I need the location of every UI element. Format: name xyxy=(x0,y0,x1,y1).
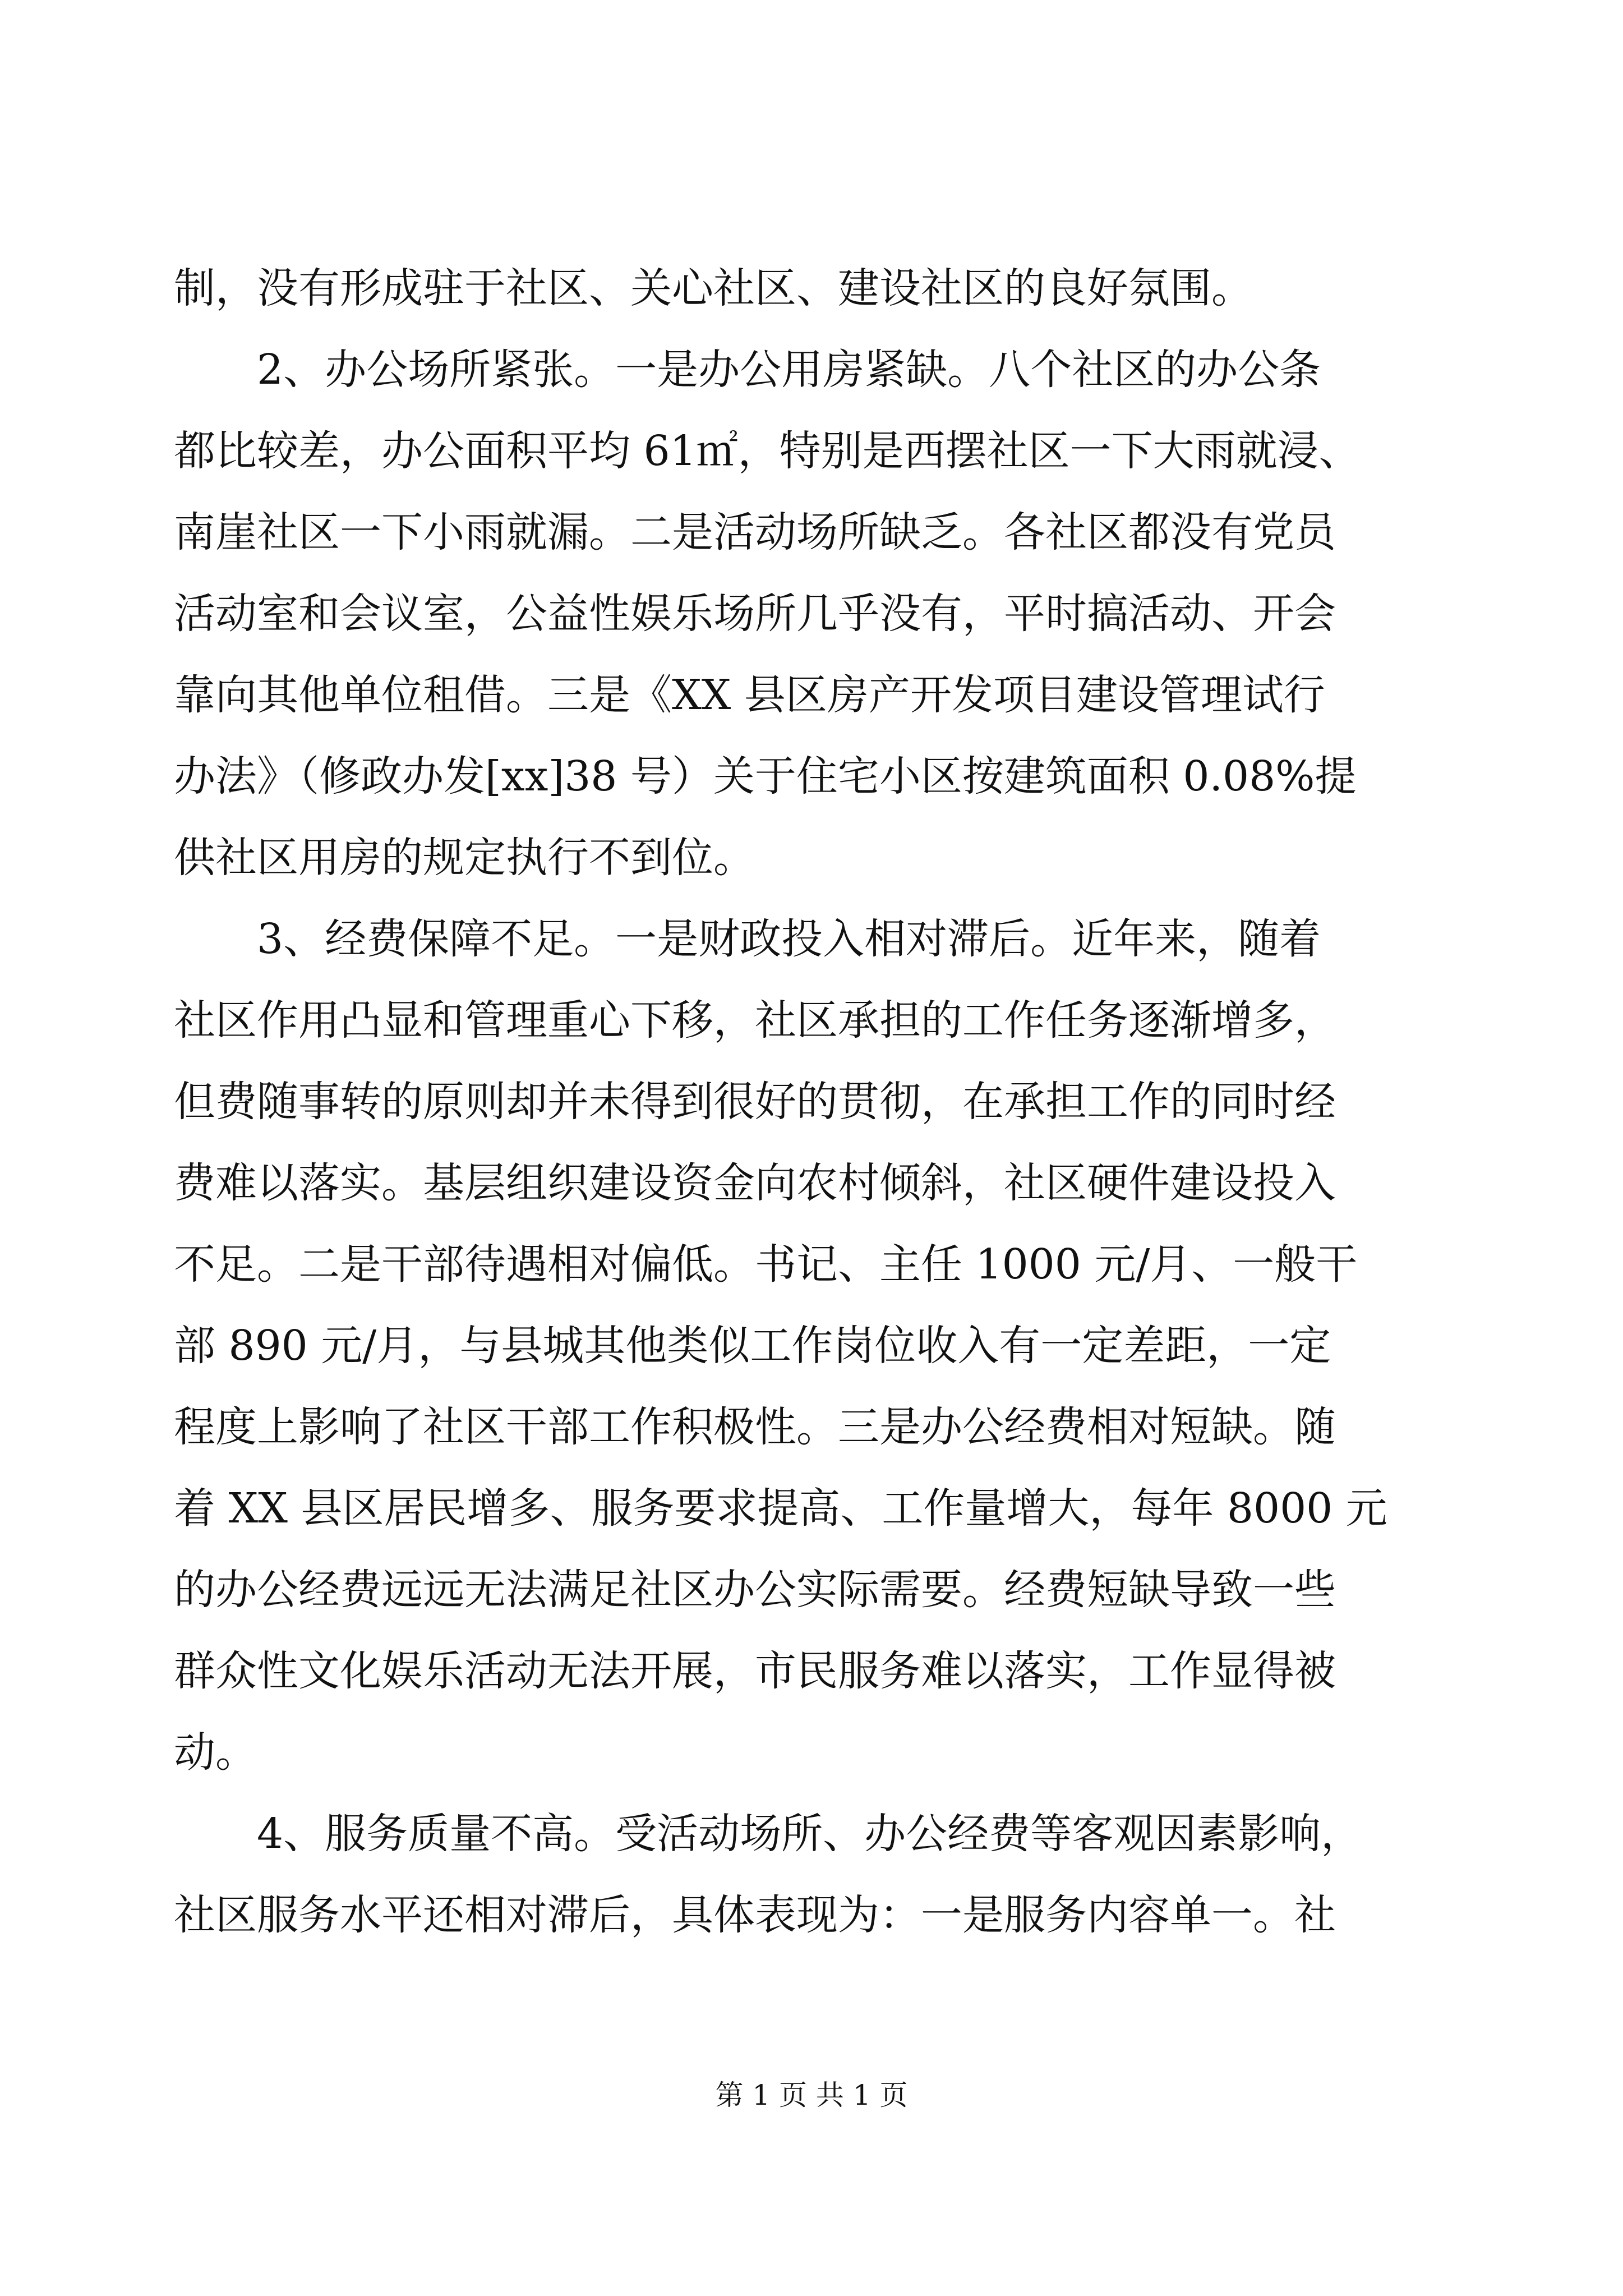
text-line: 都比较差，办公面积平均 61㎡，特别是西摆社区一下大雨就浸、 xyxy=(174,427,1361,475)
text-line: 着 XX 县区居民增多、服务要求提高、工作量增大，每年 8000 元 xyxy=(174,1484,1387,1533)
text-line: 动。 xyxy=(174,1728,257,1777)
paragraph-4-heading-line: 4、服务质量不高。受活动场所、办公经费等客观因素影响， xyxy=(257,1810,1363,1858)
text-line: 的办公经费远远无法满足社区办公实际需要。经费短缺导致一些 xyxy=(174,1566,1336,1614)
text-line: 供社区用房的规定执行不到位。 xyxy=(174,834,755,882)
text-line: 靠向其他单位租借。三是《XX 县区房产开发项目建设管理试行 xyxy=(174,671,1325,719)
text-line: 但费随事转的原则却并未得到很好的贯彻，在承担工作的同时经 xyxy=(174,1078,1336,1126)
text-line: 社区服务水平还相对滞后，具体表现为：一是服务内容单一。社 xyxy=(174,1891,1336,1939)
text-line: 南崖社区一下小雨就漏。二是活动场所缺乏。各社区都没有党员 xyxy=(174,508,1336,556)
text-line: 程度上影响了社区干部工作积极性。三是办公经费相对短缺。随 xyxy=(174,1403,1336,1451)
text-line: 群众性文化娱乐活动无法开展，市民服务难以落实，工作显得被 xyxy=(174,1647,1336,1695)
text-line: 制，没有形成驻于社区、关心社区、建设社区的良好氛围。 xyxy=(174,264,1253,312)
text-line: 活动室和会议室，公益性娱乐场所几乎没有，平时搞活动、开会 xyxy=(174,590,1336,638)
document-body xyxy=(174,248,1424,1956)
text-line: 社区作用凸显和管理重心下移，社区承担的工作任务逐渐增多， xyxy=(174,996,1336,1045)
paragraph-2-heading-line: 2、办公场所紧张。一是办公用房紧缺。八个社区的办公条 xyxy=(257,346,1321,394)
paragraph-3-heading-line: 3、经费保障不足。一是财政投入相对滞后。近年来，随着 xyxy=(257,915,1321,963)
text-line: 不足。二是干部待遇相对偏低。书记、主任 1000 元/月、一般干 xyxy=(174,1240,1358,1289)
text-line: 部 890 元/月，与县城其他类似工作岗位收入有一定差距，一定 xyxy=(174,1322,1331,1370)
text-line: 费难以落实。基层组织建设资金向农村倾斜，社区硬件建设投入 xyxy=(174,1159,1336,1207)
text-line: 办法》（修政办发[xx]38 号）关于住宅小区按建筑面积 0.08%提 xyxy=(174,752,1357,800)
page-footer: 第 1 页 共 1 页 xyxy=(715,2079,908,2111)
